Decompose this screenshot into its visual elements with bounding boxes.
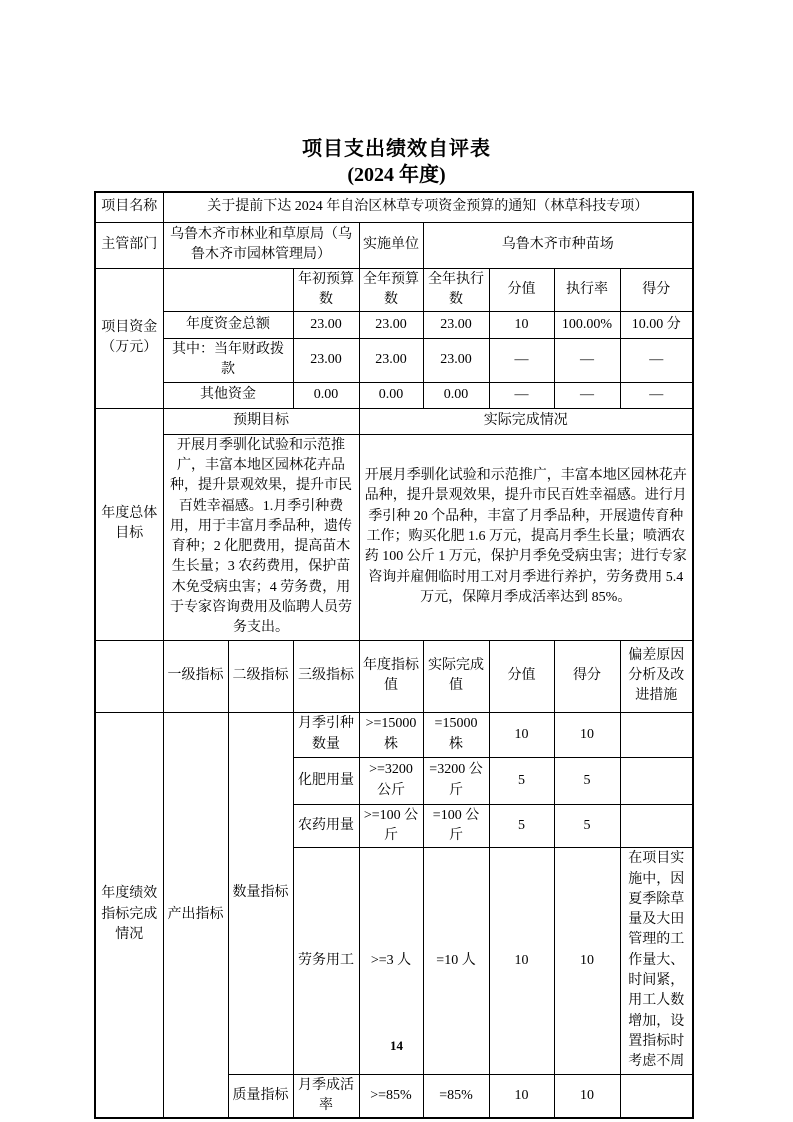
funds-header-annual-execution: 全年执行数 xyxy=(423,268,489,312)
impl-unit-value: 乌鲁木齐市种苗场 xyxy=(423,222,693,268)
page-title: 项目支出绩效自评表 xyxy=(302,138,491,160)
indicator-header-level2: 二级指标 xyxy=(228,640,293,712)
indicator-deviation xyxy=(620,804,693,848)
indicator-header-score: 得分 xyxy=(554,640,620,712)
indicator-header-deviation: 偏差原因分析及改进措施 xyxy=(620,640,693,712)
indicator-header-level1: 一级指标 xyxy=(163,640,228,712)
annual-goal-label: 年度总体目标 xyxy=(95,408,163,640)
funds-row-other xyxy=(95,382,693,408)
indicator-actual: =100 公斤 xyxy=(423,804,489,848)
indicator-score-max: 5 xyxy=(489,757,554,804)
output-indicator-label: 产出指标 xyxy=(163,712,228,1118)
department-label: 主管部门 xyxy=(95,222,163,268)
funds-value: 23.00 xyxy=(423,312,489,339)
indicator-target: >=3200 公斤 xyxy=(359,757,423,804)
quality-indicator-label: 质量指标 xyxy=(228,1074,293,1118)
indicator-header-row xyxy=(95,640,693,712)
funds-value: — xyxy=(489,382,554,408)
indicator-target: >=3 人 xyxy=(359,848,423,1074)
self-evaluation-table xyxy=(94,191,694,1119)
funds-value: 23.00 xyxy=(293,312,359,339)
department-value: 乌鲁木齐市林业和草原局（乌鲁木齐市园林管理局） xyxy=(163,222,359,268)
indicator-score: 10 xyxy=(554,1074,620,1118)
indicator-blank-cell xyxy=(95,640,163,712)
funds-header-score: 得分 xyxy=(620,268,693,312)
indicator-name: 化肥用量 xyxy=(293,757,359,804)
funds-header-score-max: 分值 xyxy=(489,268,554,312)
performance-section-label: 年度绩效指标完成情况 xyxy=(95,712,163,1118)
indicator-deviation xyxy=(620,1074,693,1118)
indicator-deviation: 在项目实施中，因夏季除草量及大田管理的工作量大、时间紧，用工人数增加，设置指标时考虑不周 xyxy=(620,848,693,1074)
indicator-actual: =15000 株 xyxy=(423,712,489,757)
indicator-score: 10 xyxy=(554,712,620,757)
project-name-row xyxy=(95,192,693,222)
funds-value: — xyxy=(554,339,620,383)
indicator-score-max: 5 xyxy=(489,804,554,848)
funds-row-total xyxy=(95,312,693,339)
indicator-name: 月季成活率 xyxy=(293,1074,359,1118)
funds-section-label: 项目资金（万元） xyxy=(95,268,163,408)
project-name-label: 项目名称 xyxy=(95,192,163,222)
funds-header-execution-rate: 执行率 xyxy=(554,268,620,312)
indicator-row xyxy=(95,712,693,757)
indicator-score: 5 xyxy=(554,757,620,804)
funds-value: 10 xyxy=(489,312,554,339)
funds-row-fiscal xyxy=(95,339,693,383)
indicator-score-max: 10 xyxy=(489,848,554,1074)
page-number: 14 xyxy=(390,1038,403,1053)
indicator-deviation xyxy=(620,712,693,757)
funds-blank-cell xyxy=(163,268,293,312)
funds-header-row xyxy=(95,268,693,312)
funds-value: 0.00 xyxy=(423,382,489,408)
indicator-actual: =10 人 xyxy=(423,848,489,1074)
funds-value: 23.00 xyxy=(423,339,489,383)
funds-value: — xyxy=(620,382,693,408)
indicator-name: 劳务用工 xyxy=(293,848,359,1074)
indicator-header-actual: 实际完成值 xyxy=(423,640,489,712)
actual-completion-text: 开展月季驯化试验和示范推广，丰富本地区园林花卉品种，提升景观效果，提升市民百姓幸福感。进行月季引种 20 个品种，丰富了月季品种，开展遗传育种工作；购买化肥 1.6 万元，提高月季生长量；喷洒农药 100 公斤 1 万元，保护月季免受病虫害；进行专家咨询并雇佣临时用工对月季进行养护，劳务费用 5.4 万元，保障月季成活率达到 85%。 xyxy=(359,434,693,640)
funds-value: 23.00 xyxy=(293,339,359,383)
indicator-actual: =85% xyxy=(423,1074,489,1118)
funds-row-name: 其中：当年财政拨款 xyxy=(163,339,293,383)
indicator-name: 农药用量 xyxy=(293,804,359,848)
actual-completion-header: 实际完成情况 xyxy=(359,408,693,434)
quantity-indicator-label: 数量指标 xyxy=(228,712,293,1074)
funds-row-name: 年度资金总额 xyxy=(163,312,293,339)
funds-value: 23.00 xyxy=(359,312,423,339)
funds-value: — xyxy=(489,339,554,383)
project-name-value: 关于提前下达 2024 年自治区林草专项资金预算的通知（林草科技专项） xyxy=(163,192,693,222)
expected-goal-text: 开展月季驯化试验和示范推广，丰富本地区园林花卉品种，提升景观效果，提升市民百姓幸福感。1.月季引种费用，用于丰富月季品种，遗传育种；2 化肥费用，提高苗木生长量；3 农药费用，保护苗木免受病虫害；4 劳务费，用于专家咨询费用及临聘人员劳务支出。 xyxy=(163,434,359,640)
indicator-header-level3: 三级指标 xyxy=(293,640,359,712)
indicator-target: >=100 公斤 xyxy=(359,804,423,848)
indicator-target: >=85% xyxy=(359,1074,423,1118)
goal-header-row xyxy=(95,408,693,434)
indicator-header-score-max: 分值 xyxy=(489,640,554,712)
funds-header-initial-budget: 年初预算数 xyxy=(293,268,359,312)
funds-value: — xyxy=(554,382,620,408)
indicator-score: 5 xyxy=(554,804,620,848)
indicator-header-target: 年度指标值 xyxy=(359,640,423,712)
indicator-score: 10 xyxy=(554,848,620,1074)
funds-row-name: 其他资金 xyxy=(163,382,293,408)
indicator-target: >=15000 株 xyxy=(359,712,423,757)
impl-unit-label: 实施单位 xyxy=(359,222,423,268)
goal-text-row xyxy=(95,434,693,640)
department-row xyxy=(95,222,693,268)
funds-value: 10.00 分 xyxy=(620,312,693,339)
indicator-deviation xyxy=(620,757,693,804)
funds-value: 100.00% xyxy=(554,312,620,339)
funds-value: — xyxy=(620,339,693,383)
page-subtitle: (2024 年度) xyxy=(347,164,446,186)
expected-goal-header: 预期目标 xyxy=(163,408,359,434)
indicator-score-max: 10 xyxy=(489,1074,554,1118)
indicator-actual: =3200 公斤 xyxy=(423,757,489,804)
indicator-score-max: 10 xyxy=(489,712,554,757)
funds-value: 0.00 xyxy=(293,382,359,408)
funds-header-annual-budget: 全年预算数 xyxy=(359,268,423,312)
funds-value: 23.00 xyxy=(359,339,423,383)
indicator-name: 月季引种数量 xyxy=(293,712,359,757)
funds-value: 0.00 xyxy=(359,382,423,408)
